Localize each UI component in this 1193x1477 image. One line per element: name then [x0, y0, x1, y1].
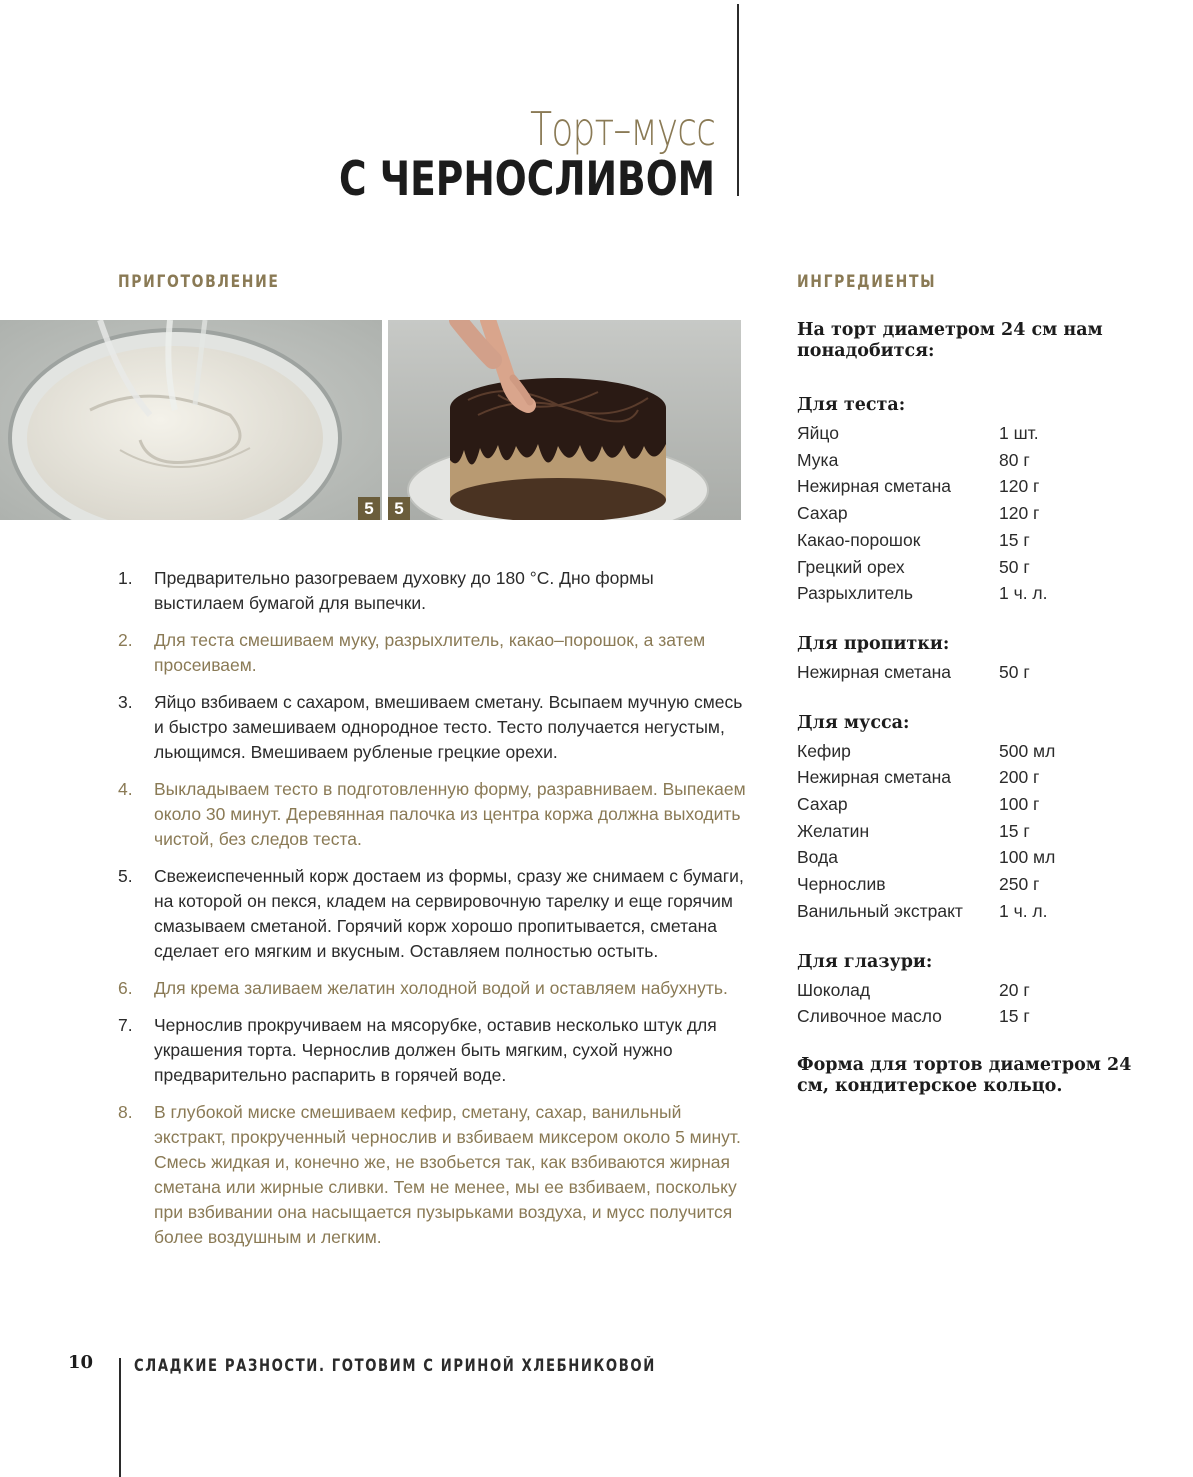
- ingredient-row: [797, 738, 1137, 765]
- step-item: [118, 690, 748, 765]
- ingredient-qty: 100 мл: [999, 847, 1056, 868]
- running-title: СЛАДКИЕ РАЗНОСТИ. ГОТОВИМ С ИРИНОЙ ХЛЕБНИКОВОЙ: [134, 1356, 656, 1375]
- preparation-steps: [118, 566, 748, 1262]
- ingredient-qty: 20 г: [999, 979, 1030, 1000]
- ingredient-name: Шоколад: [797, 979, 871, 1000]
- ingredient-row: [797, 818, 1137, 845]
- step-text: В глубокой миске смешиваем кефир, сметану, сахар, ванильный экстракт, прокрученный чернослив и взбиваем миксером около 5 минут. Смесь жидкая и, конечно же, не взобьется так, как взбиваются жирная сметана или жирные сливки. Тем не менее, мы ее взбиваем, поскольку при взбивании она насыщается пузырьками воздуха, и мусс получится более воздушным и легким.: [154, 1102, 741, 1247]
- step-text: Выкладываем тесто в подготовленную форму, разравниваем. Выпекаем около 30 минут. Деревянная палочка из центра коржа должна выходить чистой, без следов теста.: [154, 779, 746, 849]
- ingredient-qty: 15 г: [999, 529, 1030, 550]
- step-text: Чернослив прокручиваем на мясорубке, оставив несколько штук для украшения торта. Чернослив должен быть мягким, сухой нужно предварительно распарить в горячей воде.: [154, 1015, 717, 1085]
- ingredient-qty: 15 г: [999, 820, 1030, 841]
- ingredient-qty: 200 г: [999, 767, 1040, 788]
- ingredients-equipment-note: Форма для тортов диаметром 24 см, кондитерское кольцо.: [797, 1054, 1132, 1096]
- ingredient-name: Нежирная сметана: [797, 767, 952, 788]
- ingredient-qty: 50 г: [999, 556, 1030, 577]
- ingredient-name: Яйцо: [797, 423, 839, 443]
- ingredient-name: Сливочное масло: [797, 1006, 942, 1027]
- step-number: 3.: [118, 692, 133, 712]
- ingredient-qty: 1 ч. л.: [999, 583, 1048, 604]
- ingredient-group-title: Для глазури:: [797, 951, 933, 972]
- ingredient-qty: 120 г: [999, 476, 1040, 497]
- step-number: 6.: [118, 978, 133, 998]
- step-text: Предварительно разогреваем духовку до 180 °С. Дно формы выстилаем бумагой для выпечки.: [154, 568, 654, 613]
- ingredient-qty: 80 г: [999, 449, 1030, 470]
- ingredient-row: [797, 871, 1137, 898]
- ingredient-name: Грецкий орех: [797, 556, 905, 577]
- ingredient-qty: 500 мл: [999, 740, 1056, 761]
- step-number: 8.: [118, 1102, 133, 1122]
- ingredient-row: [797, 447, 1137, 474]
- ingredient-name: Чернослив: [797, 874, 886, 895]
- recipe-title-line1: Торт–мусс: [529, 102, 715, 156]
- title-divider: [737, 4, 739, 196]
- step-item: [118, 566, 748, 616]
- ingredient-name: Сахар: [797, 503, 848, 524]
- ingredient-group-title: Для теста:: [797, 395, 906, 415]
- step-text: Яйцо взбиваем с сахаром, вмешиваем сметану. Всыпаем мучную смесь и быстро замешиваем однородное тесто. Тесто получается негустым, льющимся. Вмешиваем рубленые грецкие орехи.: [154, 692, 743, 762]
- ingredient-name: Разрыхлитель: [797, 583, 913, 604]
- ingredient-qty: 50 г: [999, 661, 1030, 682]
- ingredient-name: Ванильный экстракт: [797, 900, 963, 921]
- ingredient-qty: 15 г: [999, 1006, 1030, 1027]
- ingredient-name: Вода: [797, 847, 838, 868]
- page-number: 10: [68, 1352, 94, 1373]
- ingredient-qty: 1 шт.: [999, 423, 1039, 443]
- ingredient-row: [797, 977, 1137, 1004]
- ingredient-row: [797, 527, 1137, 554]
- ingredient-row: [797, 473, 1137, 500]
- ingredients-intro: На торт диаметром 24 см нам понадобится:: [797, 320, 1103, 361]
- step-text: Для крема заливаем желатин холодной водой и оставляем набухнуть.: [154, 978, 728, 998]
- ingredient-group-dough: [797, 395, 1137, 607]
- ingredients-heading: ИНГРЕДИЕНТЫ: [797, 272, 937, 292]
- ingredient-name: Кефир: [797, 740, 851, 761]
- ingredient-qty: 100 г: [999, 794, 1040, 815]
- ingredient-name: Желатин: [797, 820, 870, 841]
- footer-divider: [119, 1358, 121, 1477]
- step-number: 7.: [118, 1015, 133, 1035]
- step-number: 5.: [118, 866, 133, 886]
- ingredient-name: Нежирная сметана: [797, 476, 952, 497]
- ingredient-row: [797, 898, 1137, 925]
- ingredient-group-title: Для пропитки:: [797, 633, 950, 654]
- ingredient-qty: 250 г: [999, 874, 1040, 895]
- ingredient-name: Нежирная сметана: [797, 661, 952, 682]
- ingredient-row: [797, 764, 1137, 791]
- photo-decorated-cake: [388, 320, 741, 520]
- step-text: Свежеиспеченный корж достаем из формы, сразу же снимаем с бумаги, на которой он пекся, кладем на сервировочную тарелку и еще горячим смазываем сметаной. Горячий корж хорошо пропитывается, сметана сделает его мягким и вкусным. Оставляем полностью остыть.: [154, 866, 744, 961]
- ingredient-row: [797, 500, 1137, 527]
- step-item: [118, 976, 748, 1001]
- ingredient-row: [797, 791, 1137, 818]
- ingredient-row: [797, 844, 1137, 871]
- step-badge-right: 5: [388, 497, 410, 520]
- step-item: [118, 628, 748, 678]
- photo-whipped-mixture: [0, 320, 382, 520]
- step-text: Для теста смешиваем муку, разрыхлитель, какао–порошок, а затем просеиваем.: [154, 630, 706, 675]
- preparation-heading: ПРИГОТОВЛЕНИЕ: [118, 272, 280, 292]
- ingredient-group-mousse: [797, 713, 1137, 925]
- ingredient-row: [797, 580, 1137, 607]
- step-item: [118, 1013, 748, 1088]
- ingredient-name: Мука: [797, 449, 839, 470]
- ingredient-group-glaze: [797, 952, 1137, 1030]
- ingredient-qty: 120 г: [999, 503, 1040, 524]
- ingredient-qty: 1 ч. л.: [999, 900, 1048, 921]
- step-number: 1.: [118, 568, 133, 588]
- ingredient-row: [797, 659, 1137, 686]
- ingredient-group-title: Для мусса:: [797, 712, 910, 733]
- step-item: [118, 864, 748, 964]
- ingredient-name: Какао-порошок: [797, 529, 921, 550]
- ingredients-panel: [797, 320, 1137, 1097]
- ingredient-row: [797, 554, 1137, 581]
- step-item: [118, 1100, 748, 1250]
- step-item: [118, 777, 748, 852]
- step-badge-left: 5: [358, 497, 380, 520]
- step-number: 2.: [118, 630, 133, 650]
- step-number: 4.: [118, 779, 133, 799]
- ingredient-row: [797, 420, 1137, 447]
- ingredient-group-soak: [797, 634, 1137, 686]
- recipe-title-line2: С ЧЕРНОСЛИВОМ: [338, 152, 715, 207]
- ingredient-row: [797, 1003, 1137, 1030]
- ingredient-name: Сахар: [797, 794, 848, 815]
